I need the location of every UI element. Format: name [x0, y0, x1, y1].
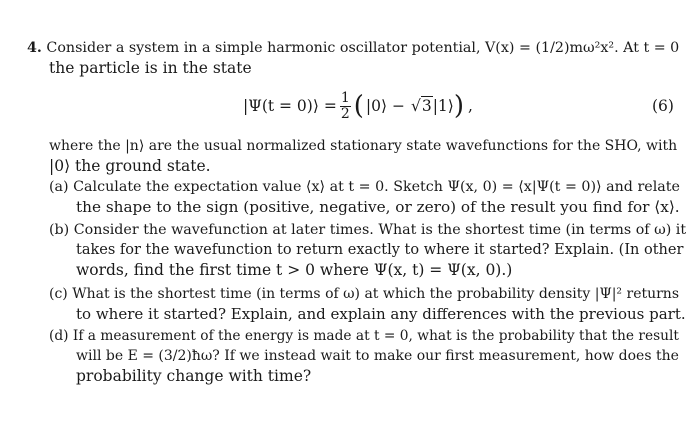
part-a-label: (a) [49, 179, 69, 195]
ket-one: |1⟩ [432, 97, 454, 115]
close-paren: ) [453, 91, 464, 121]
part-a-line-2: the shape to the sign (positive, negative, or zero) of the result you find for ⟨x⟩. [76, 198, 680, 216]
part-b-label: (b) [49, 222, 70, 238]
part-b-line-2: takes for the wavefunction to return exactly to where it started? Explain. (In other [76, 242, 684, 258]
part-d-line-2: will be E = (3/2)ħω? If we instead wait to make our first measurement, how does the [76, 348, 679, 364]
part-c-label: (c) [49, 286, 68, 302]
sqrt-three: √3 [410, 97, 432, 115]
part-d-line-3: probability change with time? [76, 367, 312, 385]
problem-intro-line-2: the particle is in the state [49, 59, 252, 77]
part-c-line-2: to where it started? Explain, and explain any differences with the previous part. [76, 305, 686, 323]
equation-comma: , [468, 97, 473, 115]
problem-number: 4. [27, 40, 42, 56]
after-equation-line-2: |0⟩ the ground state. [49, 157, 211, 175]
part-c-text-1: What is the shortest time (in terms of ω) at which the probability density |Ψ|² returns [72, 286, 680, 302]
part-d-text-1: If a measurement of the energy is made at t = 0, what is the probability that the result [72, 328, 679, 344]
state-equation [243, 86, 473, 126]
part-a-line-1 [49, 177, 680, 197]
fraction-numerator: 1 [340, 89, 350, 106]
half-fraction [340, 91, 351, 122]
equation-lhs: |Ψ(t = 0)⟩ = [243, 97, 337, 115]
part-a-text-1: Calculate the expectation value ⟨x⟩ at t = 0. Sketch Ψ(x, 0) = ⟨x|Ψ(t = 0)⟩ and relate [73, 179, 680, 195]
sqrt-radicand: 3 [421, 97, 432, 115]
equation-number: (6) [652, 97, 674, 115]
ket-zero: |0⟩ − [365, 97, 405, 115]
part-b-line-1 [49, 220, 686, 240]
part-b-text-1: Consider the wavefunction at later times. What is the shortest time (in terms of ω) it [73, 222, 687, 238]
part-d-label: (d) [49, 328, 69, 344]
intro-text-1: Consider a system in a simple harmonic oscillator potential, V(x) = (1/2)mω²x². At t = 0 [46, 40, 680, 56]
part-c-line-1 [49, 284, 679, 304]
part-d-line-1 [49, 326, 679, 346]
problem-intro-line-1 [27, 38, 679, 58]
fraction-denominator: 2 [340, 105, 350, 122]
part-b-line-3: words, find the first time t > 0 where Ψ(x, t) = Ψ(x, 0).) [76, 261, 513, 279]
after-equation-line-1: where the |n⟩ are the usual normalized stationary state wavefunctions for the SHO, with [49, 138, 678, 154]
display-equation [0, 86, 700, 126]
open-paren: ( [353, 91, 364, 121]
